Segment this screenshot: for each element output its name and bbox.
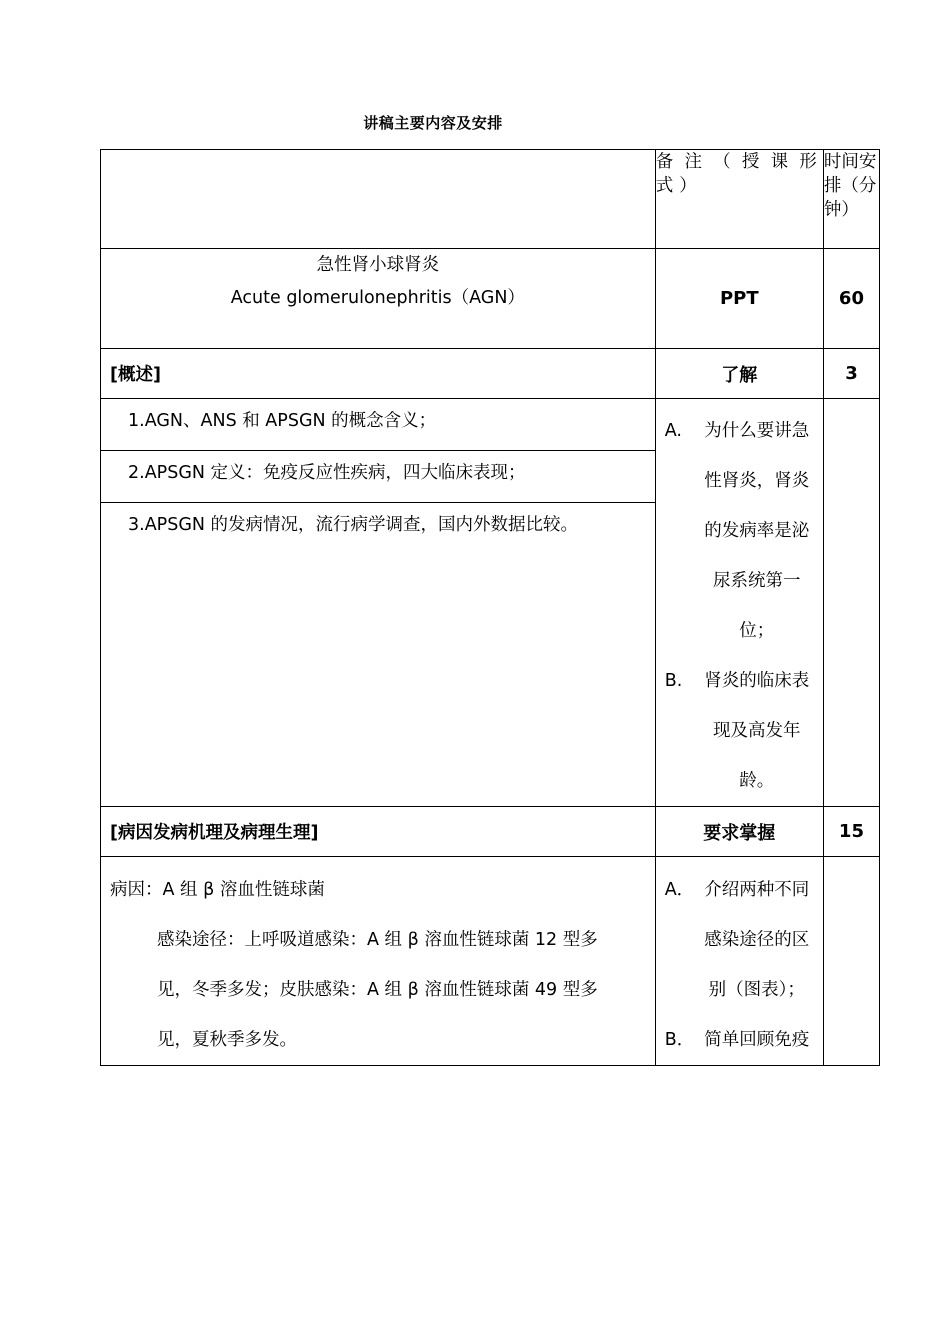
overview-label: [概述] xyxy=(101,349,656,399)
note-item xyxy=(665,1015,817,1065)
topic-form: PPT xyxy=(655,249,823,349)
header-content-cell xyxy=(101,150,656,249)
etiology-body xyxy=(101,857,656,1066)
overview-notes xyxy=(655,399,823,807)
lecture-plan-table xyxy=(100,149,880,1066)
note-text: 为什么要讲急 性肾炎，肾炎 的发病率是泌 尿系统第一 位； xyxy=(704,421,810,641)
overview-item: 3.APSGN 的发病情况，流行病学调查，国内外数据比较。 xyxy=(101,503,656,807)
note-marker: A. xyxy=(664,421,682,441)
note-marker: B. xyxy=(664,671,683,691)
topic-row xyxy=(101,249,880,349)
overview-minutes: 3 xyxy=(823,349,879,399)
etiology-form: 要求掌握 xyxy=(655,807,823,857)
header-time: 时间安排（分钟） xyxy=(823,150,879,249)
topic-title-cn: 急性肾小球肾炎 xyxy=(316,255,440,275)
topic-cell xyxy=(101,249,656,349)
document-title: 讲稿主要内容及安排 xyxy=(363,114,503,132)
etiology-label: [病因发病机理及病理生理] xyxy=(101,807,656,857)
note-marker: B． xyxy=(664,1030,695,1050)
overview-row xyxy=(101,349,880,399)
topic-minutes: 60 xyxy=(823,249,879,349)
note-text: 简单回顾免疫 xyxy=(704,1030,810,1050)
note-item xyxy=(665,406,817,656)
etiology-row xyxy=(101,807,880,857)
overview-item: 2.APSGN 定义：免疫反应性疾病，四大临床表现； xyxy=(101,451,656,503)
overview-item-row xyxy=(101,399,880,451)
route-text: 感染途径：上呼吸道感染：A 组 β 溶血性链球菌 12 型多 见，冬季多发；皮肤感染：A 组 β 溶血性链球菌 49 型多 见，夏秋季多发。 xyxy=(157,930,598,1050)
note-text: 介绍两种不同 感染途径的区 别（图表）； xyxy=(704,880,810,1000)
note-item xyxy=(665,656,817,806)
cause-text: 病因：A 组 β 溶血性链球菌 xyxy=(110,880,325,900)
etiology-minutes: 15 xyxy=(823,807,879,857)
etiology-time-blank xyxy=(823,857,879,1066)
note-marker: A． xyxy=(664,880,695,900)
overview-form: 了解 xyxy=(655,349,823,399)
note-item xyxy=(665,865,817,1015)
overview-time-blank xyxy=(823,399,879,807)
etiology-body-row xyxy=(101,857,880,1066)
header-note: 备注（授课形式） xyxy=(655,150,823,249)
overview-item: 1.AGN、ANS 和 APSGN 的概念含义； xyxy=(101,399,656,451)
topic-title-en: Acute glomerulonephritis（AGN） xyxy=(230,288,525,308)
header-row xyxy=(101,150,880,249)
etiology-notes xyxy=(655,857,823,1066)
note-text: 肾炎的临床表 现及高发年 龄。 xyxy=(704,671,810,791)
